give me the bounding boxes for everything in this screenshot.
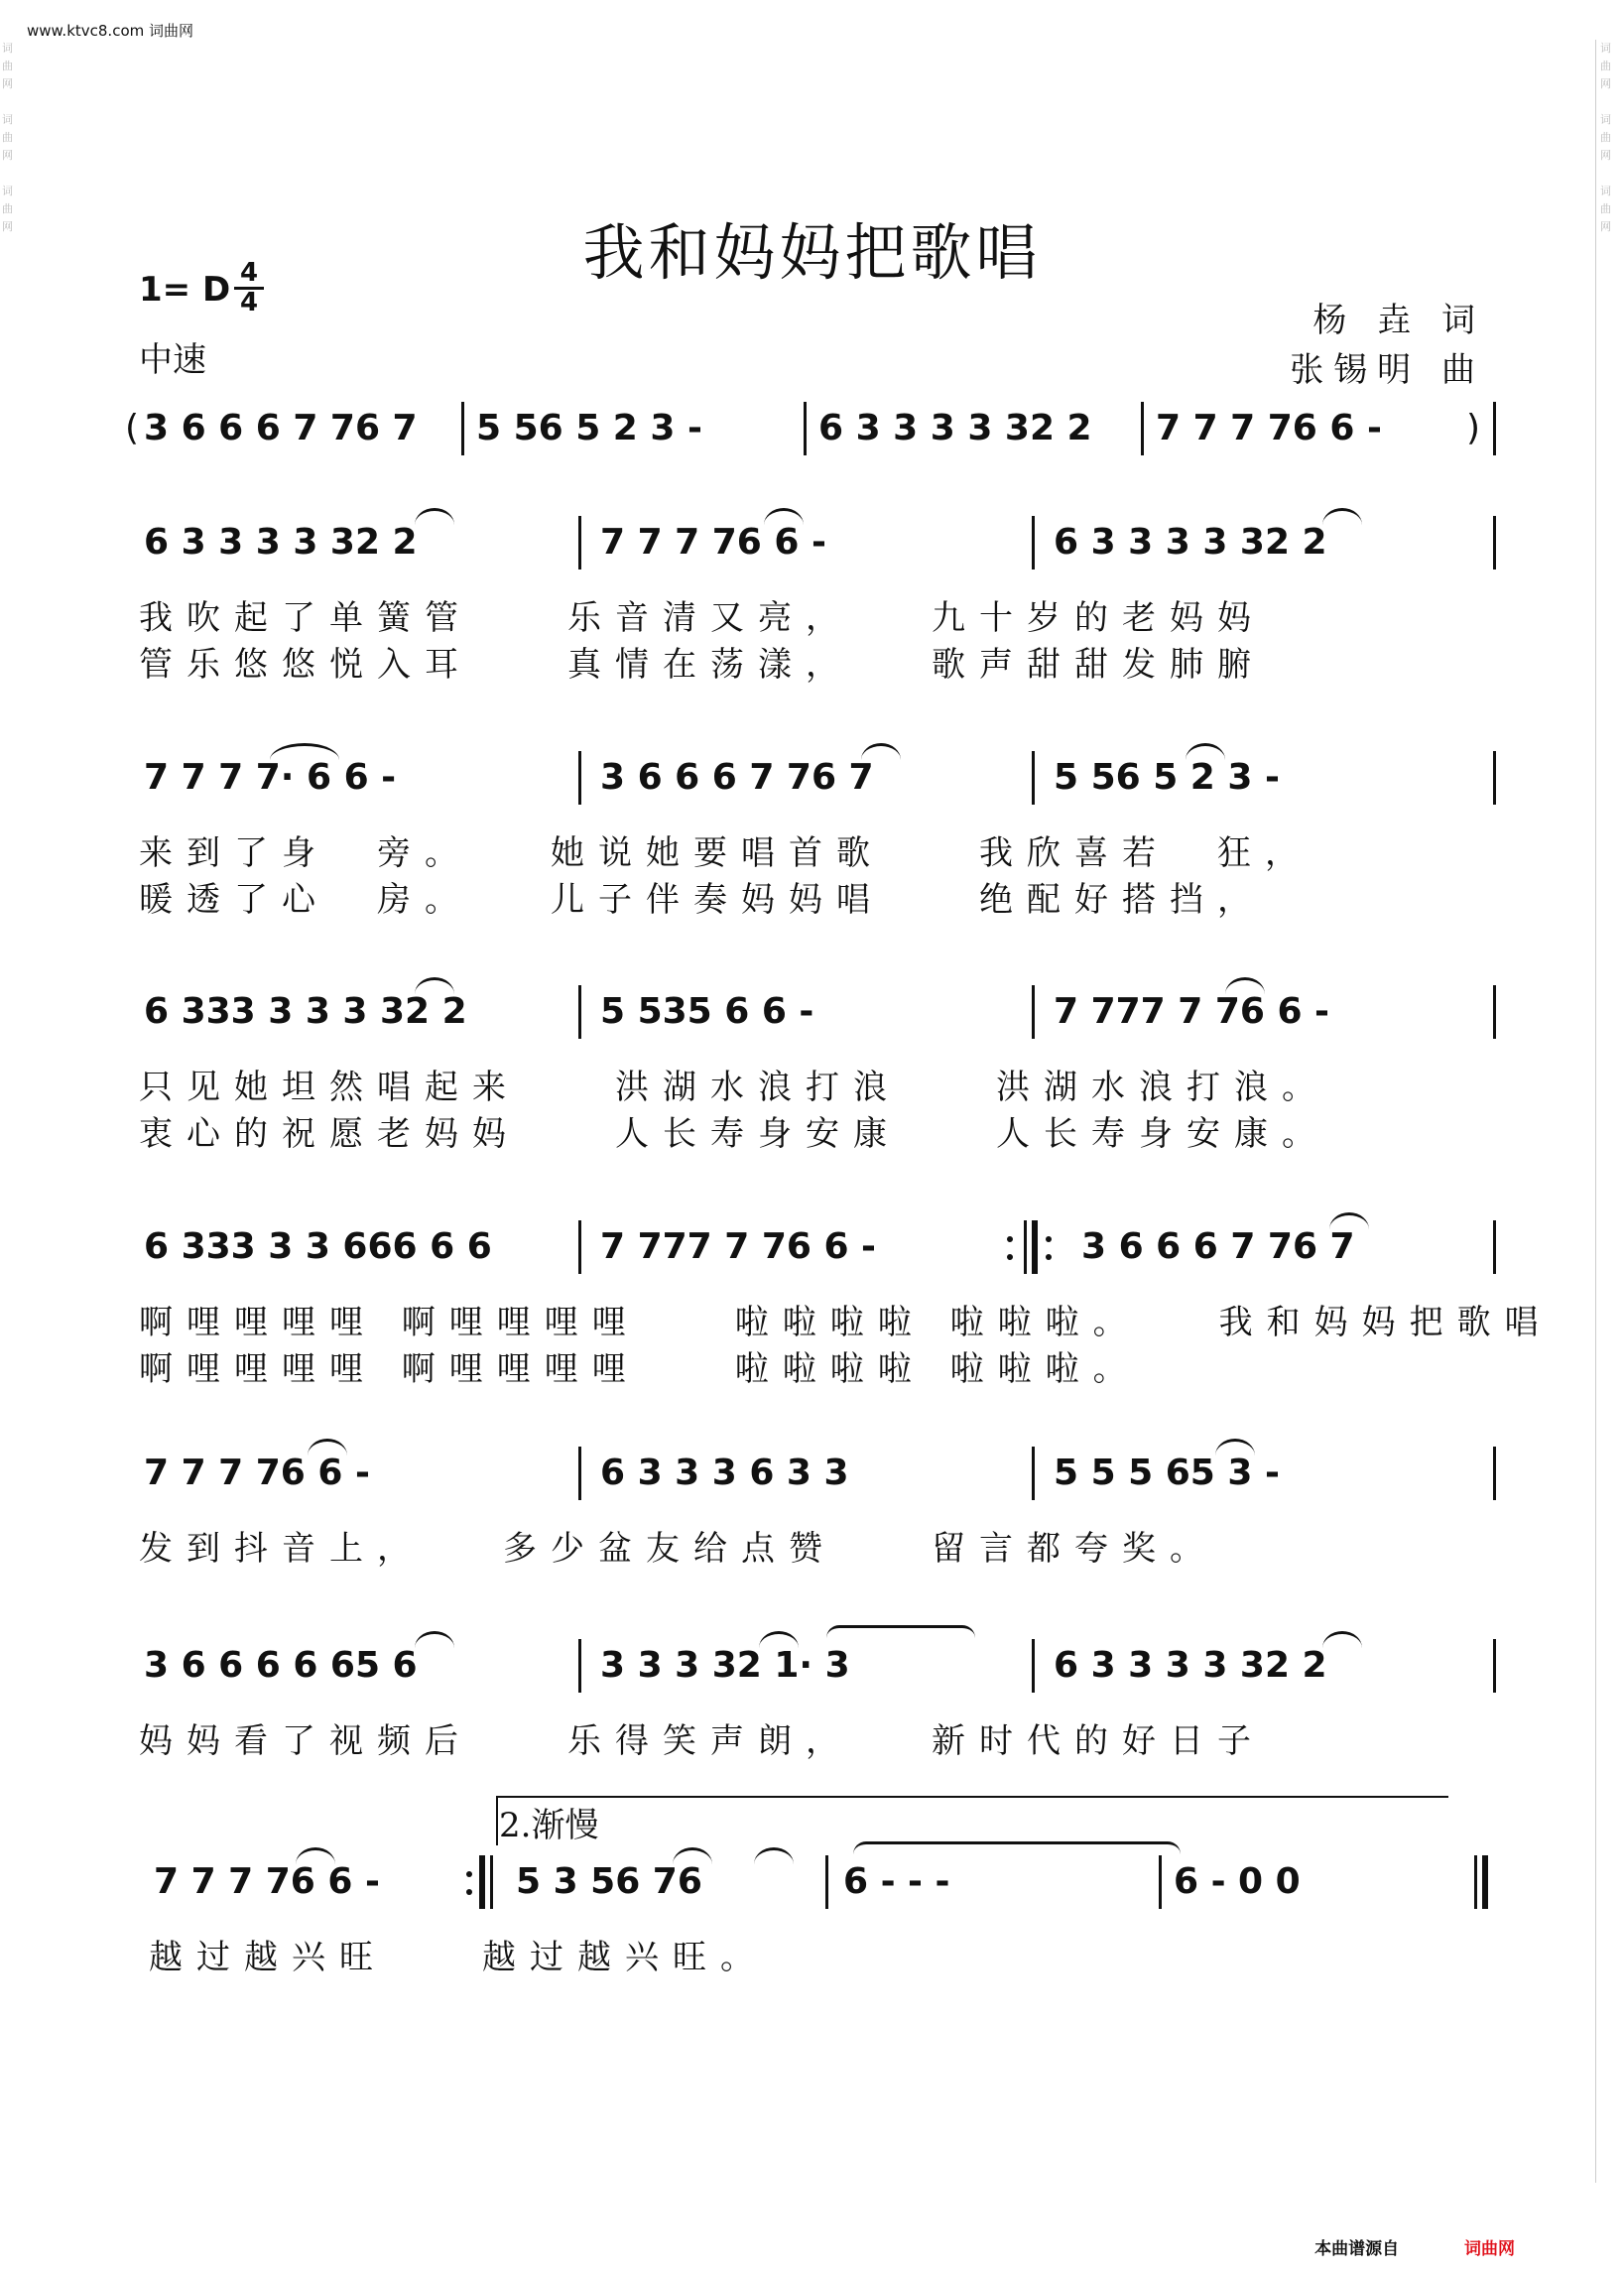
intro-close-paren: ) [1466,408,1481,448]
barline [461,402,464,455]
slur [415,1631,454,1648]
barline [1032,1639,1035,1693]
intro-open-paren: ( [125,408,140,448]
notes-measure: 6 333 3 3 666 6 6 [144,1226,492,1267]
barline [578,1639,581,1693]
notes-measure: 5 3 56 76 [516,1861,702,1902]
lyric-line: 来到了身 旁。 她说她要唱首歌 我欣喜若 狂， [139,833,1312,873]
barline [1032,516,1035,569]
intro-measure: 6 3 3 3 3 32 2 [818,408,1092,448]
barline [578,1447,581,1500]
repeat-barline [1032,1220,1038,1274]
repeat-barline [490,1855,493,1909]
barline [1141,402,1144,455]
barline [1032,1447,1035,1500]
composer-credit: 张锡明 曲 [1290,350,1485,390]
lyric-line: 我吹起了单簧管 乐音清又亮， 九十岁的老妈妈 [139,598,1265,638]
lyric-line: 暖透了心 房。 儿子伴奏妈妈唱 绝配好搭挡， [139,880,1265,920]
notes-measure: 7 7 7 76 6 - [144,1453,370,1493]
tie [853,1841,1181,1854]
lyric-line: 管乐悠悠悦入耳 真情在荡漾， 歌声甜甜发肺腑 [139,645,1265,685]
lyric-line: 发到抖音上， 多少盆友给点赞 留言都夸奖。 [139,1529,1217,1569]
footer-brand-link[interactable]: 词曲网 [1464,2239,1515,2259]
watermark-left: 词曲网 词曲网 词曲网 [2,42,13,233]
notes-measure: 6 - - - [843,1861,950,1902]
barline [1159,1855,1162,1909]
notes-measure: 7 777 7 76 6 - [1054,991,1329,1032]
site-url[interactable]: www.ktvc8.com 词曲网 [27,22,194,40]
slur [1322,1631,1362,1648]
repeat-dot [1007,1236,1013,1242]
watermark-right: 词曲网 词曲网 词曲网 [1595,40,1620,2183]
notes-measure: 7 7 7 7· 6 6 - [144,757,397,798]
barline [804,402,807,455]
barline [1032,985,1035,1039]
barline [578,1220,581,1274]
notes-measure: 5 5 5 65 3 - [1054,1453,1280,1493]
footer-source-text: 本曲谱源自 [1314,2239,1400,2259]
barline [1493,516,1496,569]
barline [1493,1220,1496,1274]
notes-measure: 6 3 3 3 3 32 2 [1054,1645,1327,1686]
key-signature: 1= D [139,270,231,310]
volta-bracket [496,1796,1448,1798]
repeat-dot [1046,1254,1052,1260]
barline [1493,1639,1496,1693]
intro-measure: 5 56 5 2 3 - [476,408,702,448]
notes-measure: 7 7 7 76 6 - [600,522,826,563]
tie [826,1625,975,1638]
lyric-line: 妈妈看了视频后 乐得笑声朗， 新时代的好日子 [139,1721,1265,1761]
barline [1032,751,1035,805]
notes-measure: 6 3 3 3 3 32 2 [144,522,418,563]
notes-measure: 7 777 7 76 6 - [600,1226,876,1267]
slur [415,508,454,525]
lyric-line: 越过越兴旺 越过越兴旺。 [149,1938,768,1977]
barline [578,516,581,569]
notes-measure: 7 7 7 76 6 - [154,1861,380,1902]
notes-measure: 6 333 3 3 3 32 2 [144,991,467,1032]
repeat-dot [466,1871,472,1877]
repeat-barline [479,1855,485,1909]
lyric-line: 衷心的祝愿老妈妈 人长寿身安康 人长寿身安康。 [139,1114,1329,1154]
final-barline [1474,1855,1477,1909]
lyric-line: 只见她坦然唱起来 洪湖水浪打浪 洪湖水浪打浪。 [139,1068,1329,1107]
song-title: 我和妈妈把歌唱 [582,216,1042,289]
repeat-dot [1046,1236,1052,1242]
intro-measure: 7 7 7 76 6 - [1156,408,1382,448]
repeat-dot [1007,1254,1013,1260]
footer-source [1314,2234,1515,2259]
intro-measure: 3 6 6 6 7 76 7 [144,408,418,448]
barline [1493,751,1496,805]
volta-bracket-edge [496,1796,498,1845]
volta-label: 2.渐慢 [499,1806,599,1845]
notes-measure: 6 3 3 3 6 3 3 [600,1453,849,1493]
repeat-barline [1024,1220,1027,1274]
lyric-line: 啊哩哩哩哩 啊哩哩哩哩 啦啦啦啦 啦啦啦。 [139,1349,1141,1389]
notes-measure: 5 56 5 2 3 - [1054,757,1280,798]
lyric-line: 啊哩哩哩哩 啊哩哩哩哩 啦啦啦啦 啦啦啦。 我和妈妈把歌唱 [139,1303,1553,1342]
notes-measure: 6 3 3 3 3 32 2 [1054,522,1327,563]
barline [1493,985,1496,1039]
barline [1493,402,1496,455]
tempo-marking: 中速 [139,340,206,380]
notes-measure: 5 535 6 6 - [600,991,814,1032]
barline [825,1855,828,1909]
notes-measure: 6 - 0 0 [1174,1861,1301,1902]
notes-measure: 3 6 6 6 7 76 7 [600,757,874,798]
barline [1493,1447,1496,1500]
barline [578,751,581,805]
notes-measure: 3 3 3 32 1· 3 [600,1645,850,1686]
repeat-dot [466,1889,472,1895]
barline [578,985,581,1039]
notes-measure: 3 6 6 6 7 76 7 [1081,1226,1355,1267]
time-signature: 4 4 [234,260,264,316]
slur [754,1847,794,1864]
lyricist-credit: 杨 垚 词 [1312,301,1485,340]
final-barline [1482,1855,1488,1909]
notes-measure: 3 6 6 6 6 65 6 [144,1645,418,1686]
slur [1322,508,1362,525]
